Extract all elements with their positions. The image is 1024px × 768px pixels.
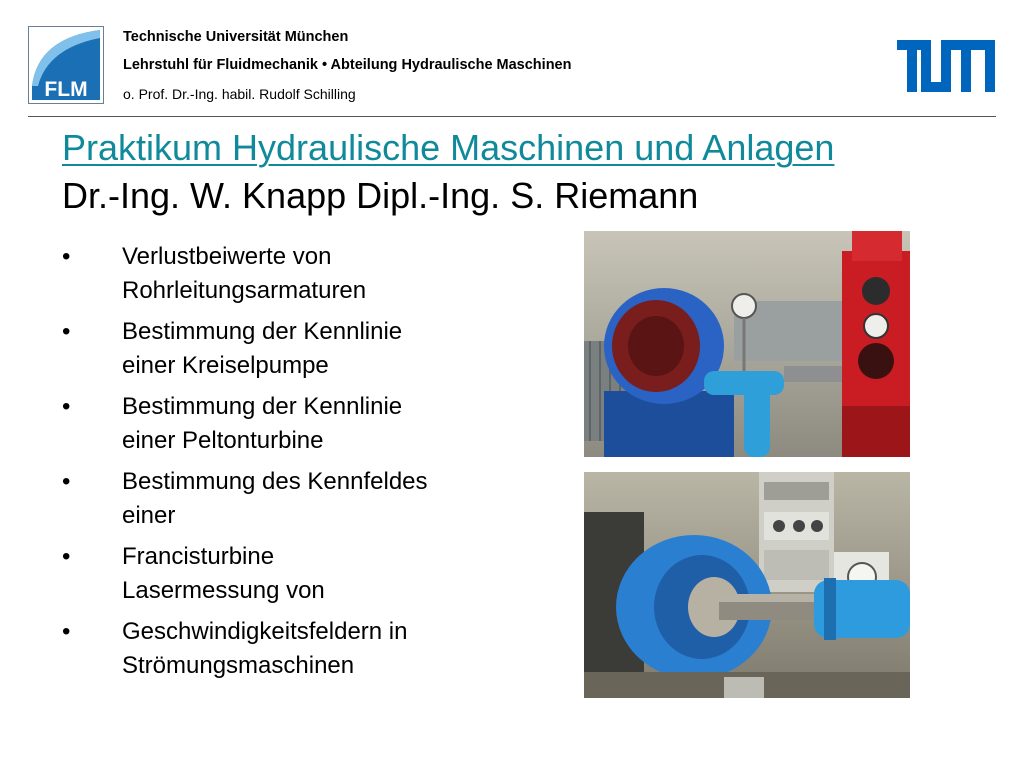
list-item (62, 390, 502, 458)
bullet-text: Geschwindigkeitsfeldern in Strömungsmaschinen (122, 618, 408, 679)
header-divider (28, 116, 996, 117)
list-item (62, 315, 502, 383)
list-item (62, 540, 502, 608)
bullet-marker: • (62, 393, 71, 420)
slide-title-link[interactable]: Praktikum Hydraulische Maschinen und Anlagen (62, 127, 835, 168)
bullet-list (62, 240, 502, 690)
bullet-marker: • (62, 618, 71, 645)
bullet-marker: • (62, 468, 71, 495)
bullet-marker: • (62, 318, 71, 345)
bullet-text: Bestimmung der Kennlinie einer Peltonturbine (122, 393, 403, 454)
university-name: Technische Universität München (123, 29, 349, 45)
bullet-text: Bestimmung der Kennlinie einer Kreiselpumpe (122, 318, 403, 379)
list-item (62, 615, 502, 683)
flm-logo (28, 26, 104, 104)
professor-name: o. Prof. Dr.-Ing. habil. Rudolf Schilling (123, 86, 356, 102)
bullet-text: Francisturbine Lasermessung von (122, 543, 325, 604)
bullet-marker: • (62, 243, 71, 270)
list-item (62, 240, 502, 308)
flm-logo-text: FLM (44, 78, 88, 101)
department-name: Lehrstuhl für Fluidmechanik • Abteilung Hydraulische Maschinen (123, 57, 572, 73)
list-item (62, 465, 502, 533)
slide-subtitle: Dr.-Ing. W. Knapp Dipl.-Ing. S. Riemann (62, 175, 699, 216)
bullet-text: Bestimmung des Kennfeldes einer (122, 468, 428, 529)
bullet-marker: • (62, 543, 71, 570)
bullet-text: Verlustbeiwerte von Rohrleitungsarmaturen (122, 243, 367, 304)
tum-logo (897, 40, 995, 92)
pump-test-rig-photo (584, 231, 910, 457)
turbine-test-rig-photo (584, 472, 910, 698)
